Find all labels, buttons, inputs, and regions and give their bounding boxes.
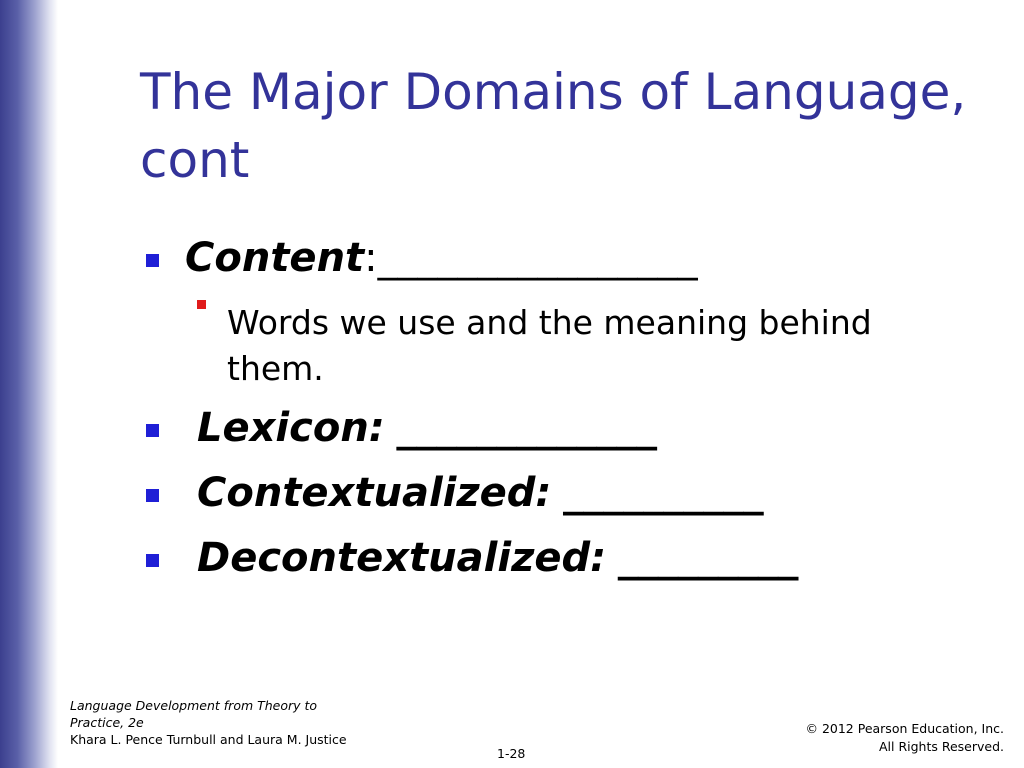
bullet-blank: _____________	[396, 405, 657, 451]
bullet-contextualized	[146, 470, 763, 516]
slide-title: The Major Domains of Language, cont	[140, 63, 967, 189]
footer-copyright	[805, 720, 1004, 756]
slide-number: 1-28	[497, 746, 526, 761]
bullet-term: Content	[185, 235, 365, 281]
rights-text: All Rights Reserved.	[878, 739, 1004, 754]
sub-bullet-marker	[197, 303, 223, 312]
bullet-separator: :	[364, 235, 378, 281]
footer-book-title: Language Development from Theory to Practice, 2e	[70, 698, 318, 730]
bullet-blank: _________	[618, 535, 799, 581]
bullet-term: Contextualized:	[197, 470, 552, 516]
bullet-square-icon	[146, 254, 159, 267]
footer-authors: Khara L. Pence Turnbull and Laura M. Justice	[70, 732, 347, 747]
sub-bullet-text: Words we use and the meaning behind them.	[227, 303, 872, 388]
bullet-content	[146, 235, 698, 281]
copyright-text: © 2012 Pearson Education, Inc.	[805, 721, 1004, 736]
sub-bullet-square-icon	[197, 300, 206, 309]
bullet-blank: ________________	[377, 235, 698, 281]
side-gradient-band	[0, 0, 58, 768]
bullet-decontextualized	[146, 535, 798, 581]
bullet-square-icon	[146, 489, 159, 502]
bullet-lexicon	[146, 405, 657, 451]
bullet-blank: __________	[563, 470, 764, 516]
bullet-term: Lexicon:	[197, 405, 385, 451]
footer-citation	[70, 697, 370, 748]
bullet-square-icon	[146, 424, 159, 437]
bullet-square-icon	[146, 554, 159, 567]
bullet-term: Decontextualized:	[197, 535, 607, 581]
